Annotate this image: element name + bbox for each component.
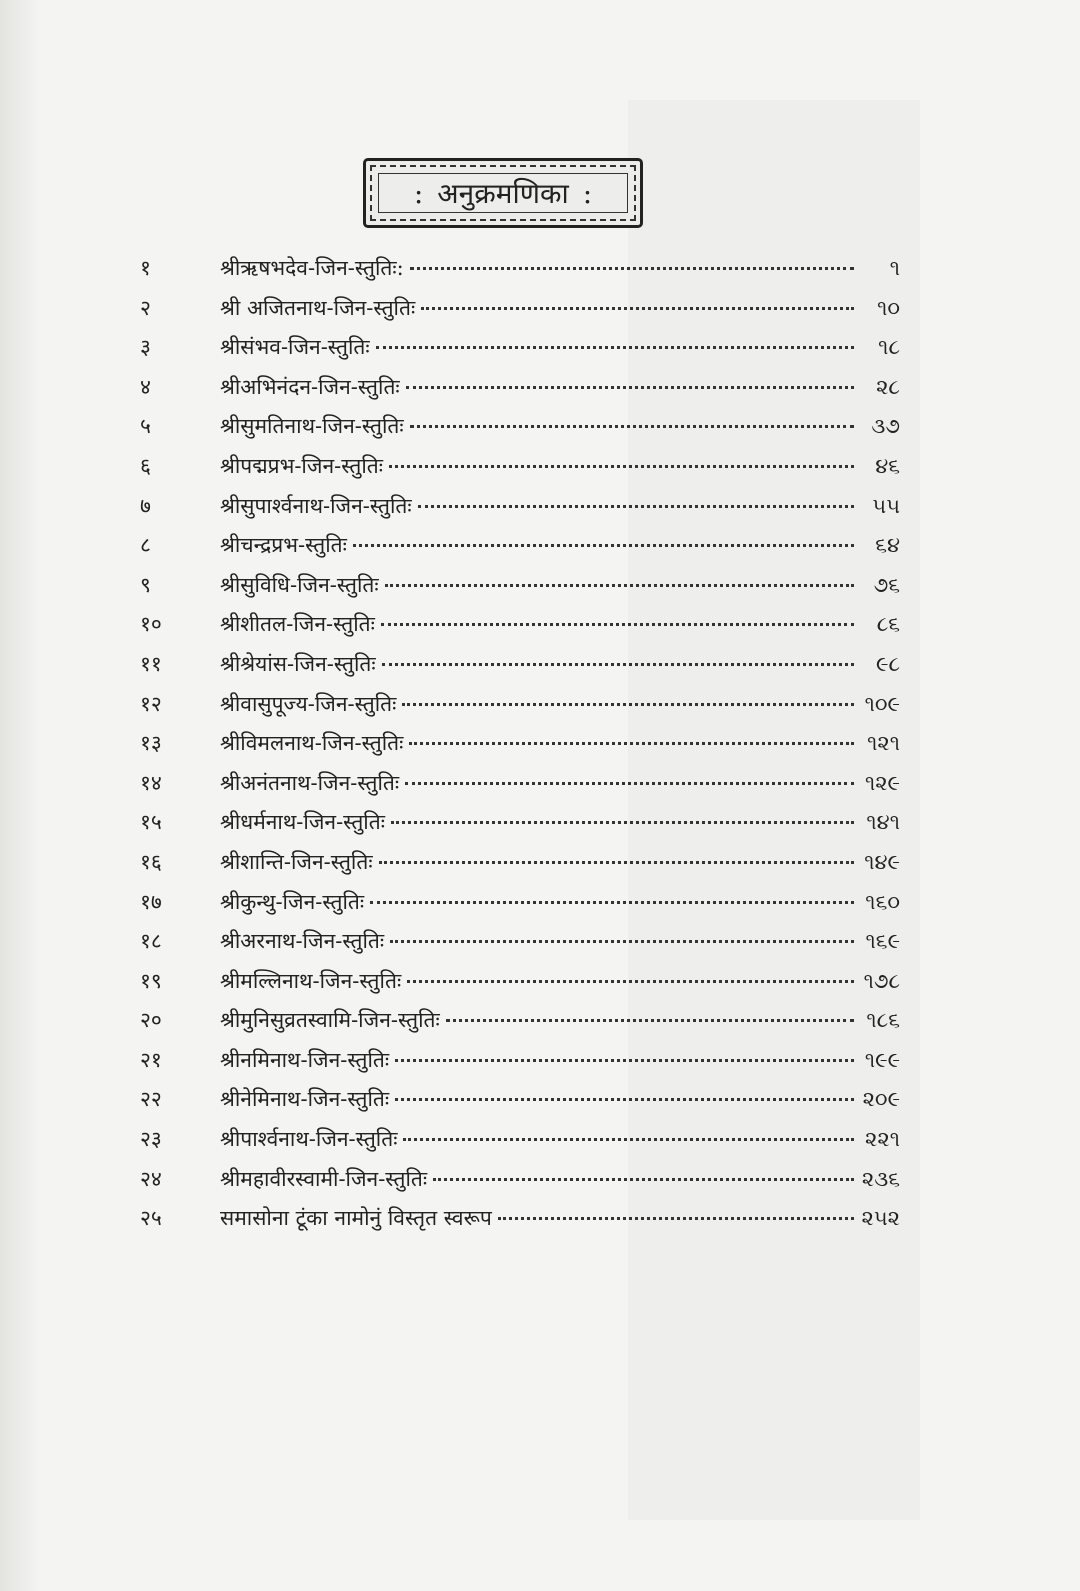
entry-page-number: ૧૦	[877, 295, 900, 320]
entry-number: ८	[140, 533, 151, 558]
entry-title: श्रीऋषभदेव-जिन-स्तुतिः:	[220, 256, 404, 280]
entry-number: २१	[140, 1047, 162, 1072]
entry-number: ९	[140, 572, 151, 597]
entry-page-number: ૧૯૯	[864, 1047, 900, 1072]
entry-title: श्रीशीतल-जिन-स्तुतिः	[220, 612, 375, 637]
dot-leader	[433, 1178, 854, 1181]
dot-leader	[385, 584, 854, 587]
dot-leader	[405, 782, 854, 785]
entry-number: १५	[140, 810, 162, 835]
entry-number: १९	[140, 968, 162, 993]
entry-number: ६	[140, 453, 151, 478]
entry-page-number: ૧૦૯	[864, 691, 900, 716]
entry-page-number: ૬૪	[875, 533, 900, 558]
entry-title: श्रीमहावीरस्वामी-जिन-स्तुतिः	[220, 1166, 428, 1191]
toc-entry	[130, 888, 900, 928]
toc-entry	[130, 690, 900, 730]
dot-leader	[406, 386, 854, 389]
entry-number: १०	[140, 612, 162, 637]
toc-entry	[130, 610, 900, 650]
entry-title: श्री अजितनाथ-जिन-स्तुतिः	[220, 295, 416, 320]
toc-entry	[130, 1046, 900, 1086]
dot-leader	[498, 1217, 854, 1220]
page-title	[378, 173, 628, 213]
toc-entry	[130, 333, 900, 373]
toc-entry	[130, 1085, 900, 1125]
title-left-mark: :	[413, 176, 424, 210]
entry-page-number: ૫૫	[872, 493, 900, 518]
entry-title: श्रीनेमिनाथ-जिन-स्तुतिः	[220, 1087, 390, 1112]
entry-title: श्रीसुविधि-जिन-स्तुतिः	[220, 572, 379, 597]
dot-leader	[353, 544, 854, 547]
dot-leader	[379, 861, 854, 864]
entry-title: श्रीसंभव-जिन-स्तुतिः	[220, 335, 370, 360]
dot-leader	[370, 901, 854, 904]
entry-page-number: ૧૨૯	[864, 770, 900, 795]
toc-entry	[130, 294, 900, 334]
toc-entry	[130, 412, 900, 452]
entry-title: श्रीमल्लिनाथ-जिन-स्तुतिः	[220, 968, 402, 993]
title-text: अनुक्रमणिका	[437, 177, 569, 210]
entry-number: १३	[140, 731, 162, 756]
entry-title: श्रीअरनाथ-जिन-स्तुतिः	[220, 929, 385, 954]
entry-title: श्रीचन्द्रप्रभ-स्तुतिः	[220, 533, 347, 558]
entry-number: २२	[140, 1087, 162, 1112]
entry-page-number: ૧૮	[878, 335, 900, 360]
toc-entry	[130, 848, 900, 888]
entry-number: ११	[140, 651, 162, 676]
entry-number: २	[140, 295, 151, 320]
entry-page-number: ૧૬૯	[865, 929, 900, 954]
toc-entry	[130, 808, 900, 848]
entry-page-number: ૧૭૮	[863, 968, 900, 993]
entry-page-number: ૮૬	[876, 612, 900, 637]
toc-entry	[130, 452, 900, 492]
entry-page-number: ૨૫૨	[861, 1206, 900, 1231]
toc-entry	[130, 531, 900, 571]
entry-page-number: ૨૦૯	[862, 1087, 900, 1112]
entry-number: १८	[140, 929, 162, 954]
entry-number: २०	[140, 1008, 162, 1033]
entry-number: २५	[140, 1206, 162, 1231]
entry-page-number: ૧૮૬	[866, 1008, 900, 1033]
dot-leader	[418, 505, 854, 508]
dot-leader	[389, 465, 854, 468]
entry-page-number: ૨૨૧	[865, 1127, 900, 1152]
toc-entry	[130, 967, 900, 1007]
toc-entry	[130, 769, 900, 809]
dot-leader	[390, 940, 854, 943]
entry-number: १४	[140, 770, 162, 795]
entry-number: ३	[140, 335, 151, 360]
entry-number: ४	[140, 374, 151, 399]
entry-page-number: ૧૬૦	[865, 889, 900, 914]
entry-page-number: ૩૭	[871, 414, 900, 439]
entry-title: श्रीवासुपूज्य-जिन-स्तुतिः	[220, 691, 397, 716]
entry-page-number: ૯૮	[876, 651, 900, 676]
entry-title: समासोना टूंका नामोनुं विस्तृत स्वरूप	[220, 1206, 492, 1231]
entry-page-number: ૧	[889, 256, 900, 280]
toc-entry	[130, 492, 900, 532]
entry-title: श्रीश्रेयांस-जिन-स्तुतिः	[220, 651, 376, 676]
toc-entry	[130, 254, 900, 294]
entry-title: श्रीअनंतनाथ-जिन-स्तुतिः	[220, 770, 400, 795]
toc-entry	[130, 1125, 900, 1165]
entry-page-number: ૪૬	[875, 453, 900, 478]
entry-title: श्रीअभिनंदन-जिन-स्तुतिः	[220, 374, 400, 399]
toc-entry	[130, 373, 900, 413]
toc-entry	[130, 1006, 900, 1046]
entry-title: श्रीशान्ति-जिन-स्तुतिः	[220, 849, 373, 874]
entry-page-number: ૧૨૧	[867, 731, 900, 756]
dot-leader	[376, 346, 854, 349]
title-right-mark: :	[582, 176, 593, 210]
dot-leader	[381, 623, 854, 626]
entry-title: श्रीधर्मनाथ-जिन-स्तुतिः	[220, 810, 385, 835]
dot-leader	[395, 1098, 854, 1101]
entry-number: २३	[140, 1127, 162, 1152]
dot-leader	[421, 307, 854, 310]
entry-title: श्रीनमिनाथ-जिन-स्तुतिः	[220, 1047, 390, 1072]
dot-leader	[382, 663, 854, 666]
entry-number: १२	[140, 691, 162, 716]
entry-title: श्रीसुमतिनाथ-जिन-स्तुतिः	[220, 414, 404, 439]
entry-page-number: ૧૪૧	[866, 810, 900, 835]
entry-page-number: ૭૬	[873, 572, 900, 597]
title-frame	[363, 158, 643, 228]
entry-number: १६	[140, 849, 162, 874]
dot-leader	[407, 980, 854, 983]
entry-title: श्रीकुन्थु-जिन-स्तुतिः	[220, 889, 365, 914]
table-of-contents	[130, 254, 900, 1244]
toc-entry	[130, 1204, 900, 1244]
dot-leader	[446, 1019, 854, 1022]
dot-leader	[403, 1138, 854, 1141]
entry-title: श्रीमुनिसुव्रतस्वामि-जिन-स्तुतिः	[220, 1008, 440, 1033]
dot-leader	[391, 821, 854, 824]
toc-entry	[130, 650, 900, 690]
toc-entry	[130, 729, 900, 769]
entry-number: २४	[140, 1166, 162, 1191]
dot-leader	[410, 267, 854, 270]
entry-number: ७	[140, 493, 151, 518]
entry-page-number: ૨૮	[876, 374, 900, 399]
entry-number: ५	[140, 414, 151, 439]
dot-leader	[402, 703, 854, 706]
entry-page-number: ૧૪૯	[864, 849, 900, 874]
dot-leader	[395, 1059, 854, 1062]
entry-number: १	[140, 256, 151, 280]
entry-title: श्रीपद्मप्रभ-जिन-स्तुतिः	[220, 453, 383, 478]
page-spine-shadow	[0, 0, 40, 1591]
toc-entry	[130, 1165, 900, 1205]
dot-leader	[410, 425, 854, 428]
entry-title: श्रीविमलनाथ-जिन-स्तुतिः	[220, 731, 404, 756]
entry-title: श्रीपार्श्वनाथ-जिन-स्तुतिः	[220, 1127, 398, 1152]
toc-entry	[130, 571, 900, 611]
dot-leader	[409, 742, 854, 745]
entry-title: श्रीसुपार्श्वनाथ-जिन-स्तुतिः	[220, 493, 412, 518]
entry-number: १७	[140, 889, 162, 914]
toc-entry	[130, 927, 900, 967]
entry-page-number: ૨૩૬	[861, 1166, 900, 1191]
